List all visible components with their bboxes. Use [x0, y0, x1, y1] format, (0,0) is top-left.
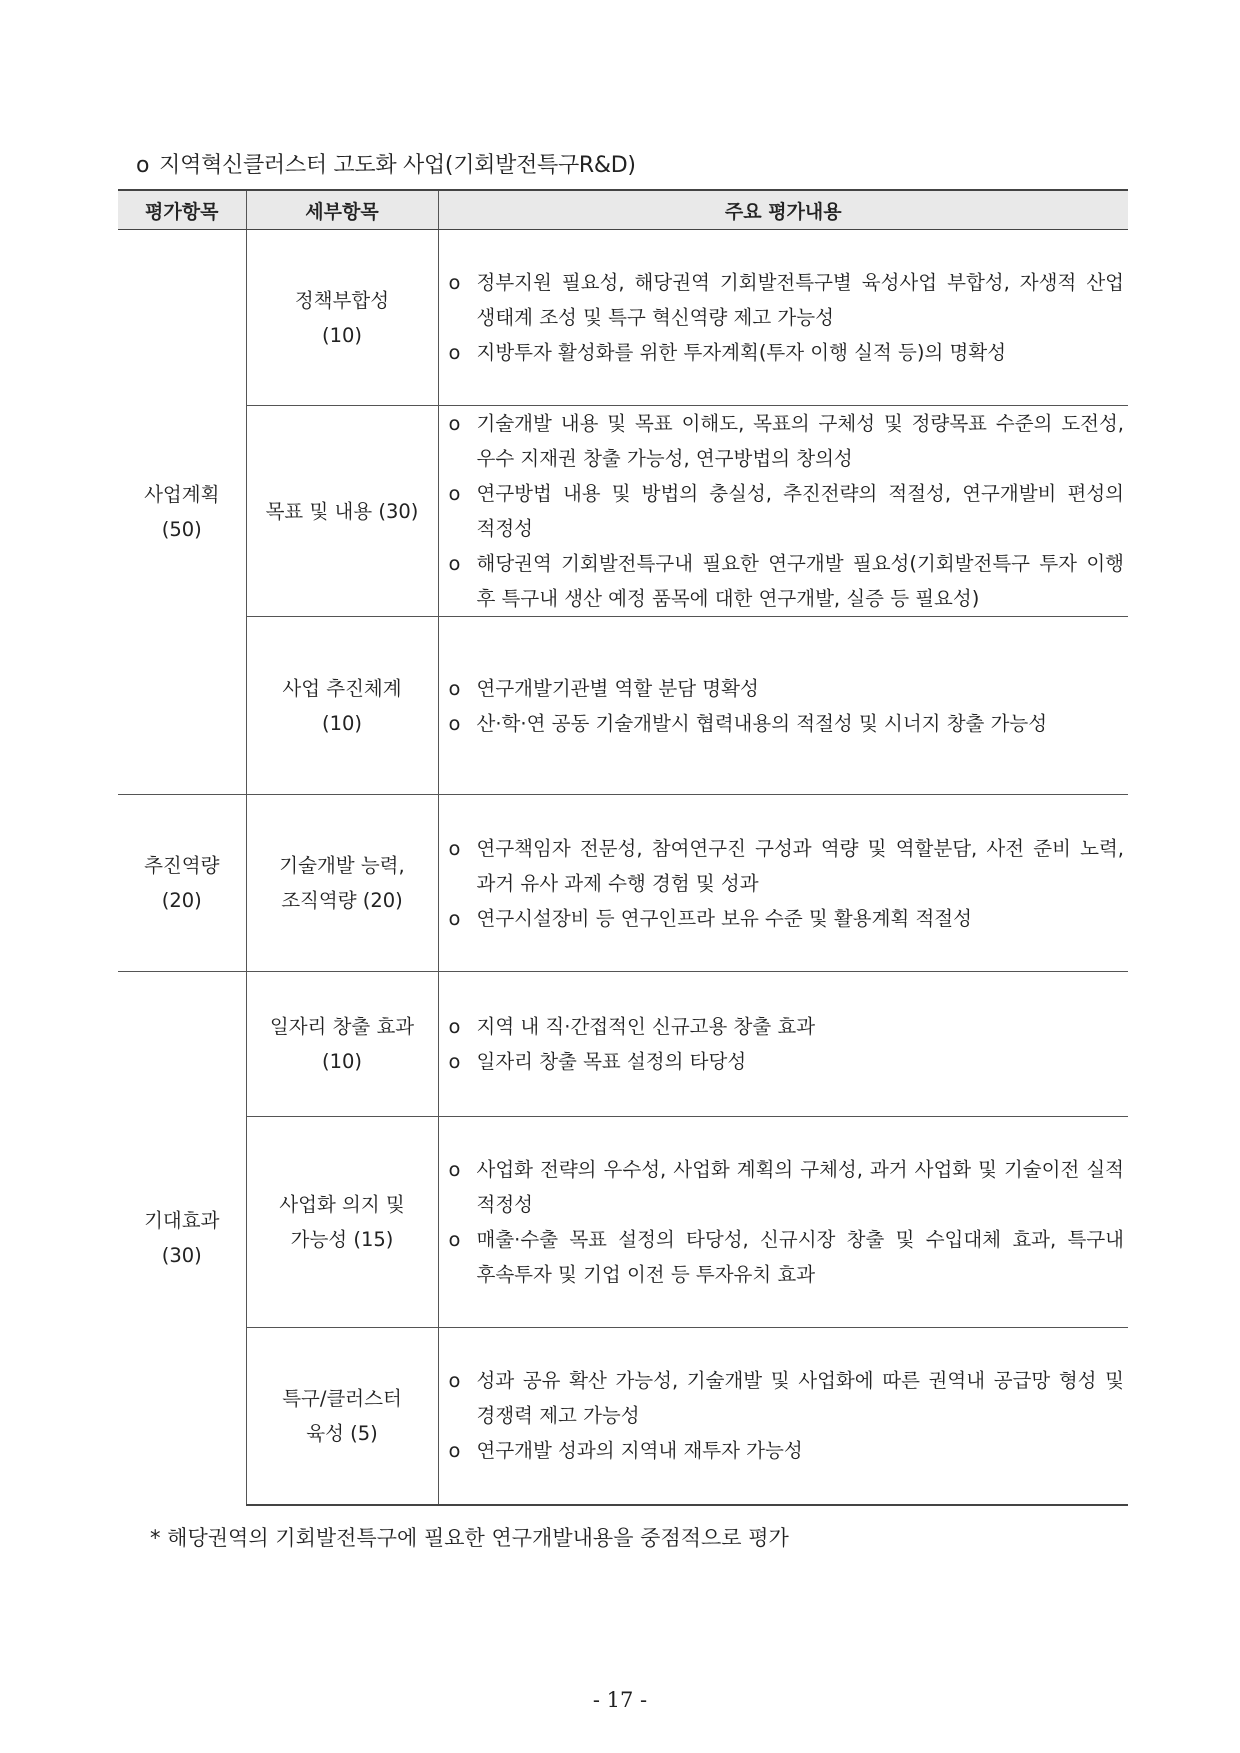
- list-item: o 일자리 창출 목표 설정의 타당성: [449, 1044, 1125, 1079]
- evaluation-table: [118, 189, 1128, 1506]
- list-item: o 연구개발 성과의 지역내 재투자 가능성: [449, 1433, 1125, 1468]
- content-cell: [438, 1328, 1128, 1505]
- subitem-cell: [246, 1117, 438, 1328]
- list-item: o 사업화 전략의 우수성, 사업화 계획의 구체성, 과거 사업화 및 기술이전 실적 적정성: [449, 1152, 1125, 1222]
- list-item: o 연구방법 내용 및 방법의 충실성, 추진전략의 적절성, 연구개발비 편성의 적정성: [449, 476, 1125, 546]
- category-score: (30): [161, 1244, 202, 1268]
- bullet-icon: o: [448, 836, 461, 860]
- subitem-cell: [246, 406, 438, 617]
- bullet-icon: o: [448, 341, 461, 364]
- header-subitem: 세부항목: [246, 190, 438, 230]
- subitem-score: (10): [321, 711, 363, 735]
- header-category: 평가항목: [118, 190, 246, 230]
- table-row: [118, 406, 1128, 617]
- category-cell: [118, 795, 246, 972]
- table-row: [118, 972, 1128, 1117]
- bullet-icon: o: [448, 1369, 461, 1393]
- table-header-row: [118, 190, 1128, 230]
- list-item: o 정부지원 필요성, 해당권역 기회발전특구별 육성사업 부합성, 자생적 산업 생태계 조성 및 특구 혁신역량 제고 가능성: [449, 265, 1125, 335]
- content-cell: [438, 1117, 1128, 1328]
- header-content: 주요 평가내용: [438, 190, 1128, 230]
- category-score: (20): [161, 889, 202, 912]
- list-item: o 연구시설장비 등 연구인프라 보유 수준 및 활용계획 적절성: [449, 901, 1125, 936]
- bullet-icon: o: [448, 482, 461, 505]
- table-row: [118, 1117, 1128, 1328]
- category-name: 기대효과: [144, 1209, 220, 1233]
- subitem-name: 일자리 창출 효과: [269, 1015, 415, 1038]
- bullet-icon: o: [448, 412, 461, 435]
- section-heading: [136, 148, 636, 179]
- subitem-cell: [246, 1328, 438, 1505]
- subitem-score: (10): [321, 1050, 363, 1073]
- bullet-icon: o: [448, 1015, 461, 1038]
- content-cell: [438, 795, 1128, 972]
- list-item: o 지방투자 활성화를 위한 투자계획(투자 이행 실적 등)의 명확성: [449, 335, 1125, 370]
- bullet-icon: o: [448, 1050, 461, 1073]
- content-cell: [438, 617, 1128, 795]
- subitem-name: 정책부합성: [294, 288, 390, 312]
- subitem-score: 육성 (5): [306, 1421, 378, 1445]
- content-cell: [438, 972, 1128, 1117]
- bullet-icon: o: [448, 711, 461, 735]
- bullet-icon: o: [448, 676, 461, 700]
- bullet-icon: o: [448, 1439, 461, 1463]
- content-cell: [438, 406, 1128, 617]
- category-name: 추진역량: [144, 854, 220, 877]
- content-cell: [438, 230, 1128, 406]
- list-item: o 기술개발 내용 및 목표 이해도, 목표의 구체성 및 정량목표 수준의 도전성, 우수 지재권 창출 가능성, 연구방법의 창의성: [449, 406, 1125, 476]
- subitem-name: 특구/클러스터: [282, 1386, 402, 1410]
- subitem-name: 목표 및 내용 (30): [265, 499, 419, 523]
- subitem-name: 기술개발 능력,: [279, 854, 405, 877]
- list-item: o 산·학·연 공동 기술개발시 협력내용의 적절성 및 시너지 창출 가능성: [449, 706, 1125, 741]
- category-score: (50): [161, 518, 202, 541]
- list-item: o 지역 내 직·간접적인 신규고용 창출 효과: [449, 1009, 1125, 1044]
- subitem-cell: [246, 972, 438, 1117]
- list-item: o 해당권역 기회발전특구내 필요한 연구개발 필요성(기회발전특구 투자 이행 후 특구내 생산 예정 품목에 대한 연구개발, 실증 등 필요성): [449, 546, 1125, 616]
- heading-text: 지역혁신클러스터 고도화 사업(기회발전특구R&D): [159, 153, 636, 178]
- list-item: o 연구책임자 전문성, 참여연구진 구성과 역량 및 역할분담, 사전 준비 노력, 과거 유사 과제 수행 경험 및 성과: [449, 831, 1125, 901]
- bullet-icon: o: [448, 1158, 461, 1181]
- page-number: - 17 -: [592, 1688, 648, 1712]
- subitem-cell: [246, 795, 438, 972]
- subitem-name: 사업 추진체계: [282, 676, 402, 700]
- bullet-icon: o: [448, 552, 461, 575]
- subitem-score: (10): [321, 323, 363, 347]
- subitem-name: 사업화 의지 및: [279, 1193, 405, 1216]
- table-row: [118, 1328, 1128, 1505]
- footnote: * 해당권역의 기회발전특구에 필요한 연구개발내용을 중점적으로 평가: [150, 1526, 789, 1550]
- heading-bullet: o: [136, 153, 150, 178]
- subitem-cell: [246, 230, 438, 406]
- list-item: o 연구개발기관별 역할 분담 명확성: [449, 671, 1125, 706]
- table-row: [118, 230, 1128, 406]
- subitem-score: 조직역량 (20): [281, 889, 403, 912]
- table-row: [118, 795, 1128, 972]
- list-item: o 매출·수출 목표 설정의 타당성, 신규시장 창출 및 수입대체 효과, 특구내 후속투자 및 기업 이전 등 투자유치 효과: [449, 1222, 1125, 1292]
- category-name: 사업계획: [144, 483, 220, 506]
- subitem-cell: [246, 617, 438, 795]
- bullet-icon: o: [448, 906, 461, 930]
- table-row: [118, 617, 1128, 795]
- subitem-score: 가능성 (15): [290, 1228, 394, 1251]
- bullet-icon: o: [448, 1228, 461, 1251]
- category-cell: [118, 230, 246, 795]
- list-item: o 성과 공유 확산 가능성, 기술개발 및 사업화에 따른 권역내 공급망 형성 및 경쟁력 제고 가능성: [449, 1363, 1125, 1433]
- bullet-icon: o: [448, 271, 461, 294]
- category-cell: [118, 972, 246, 1505]
